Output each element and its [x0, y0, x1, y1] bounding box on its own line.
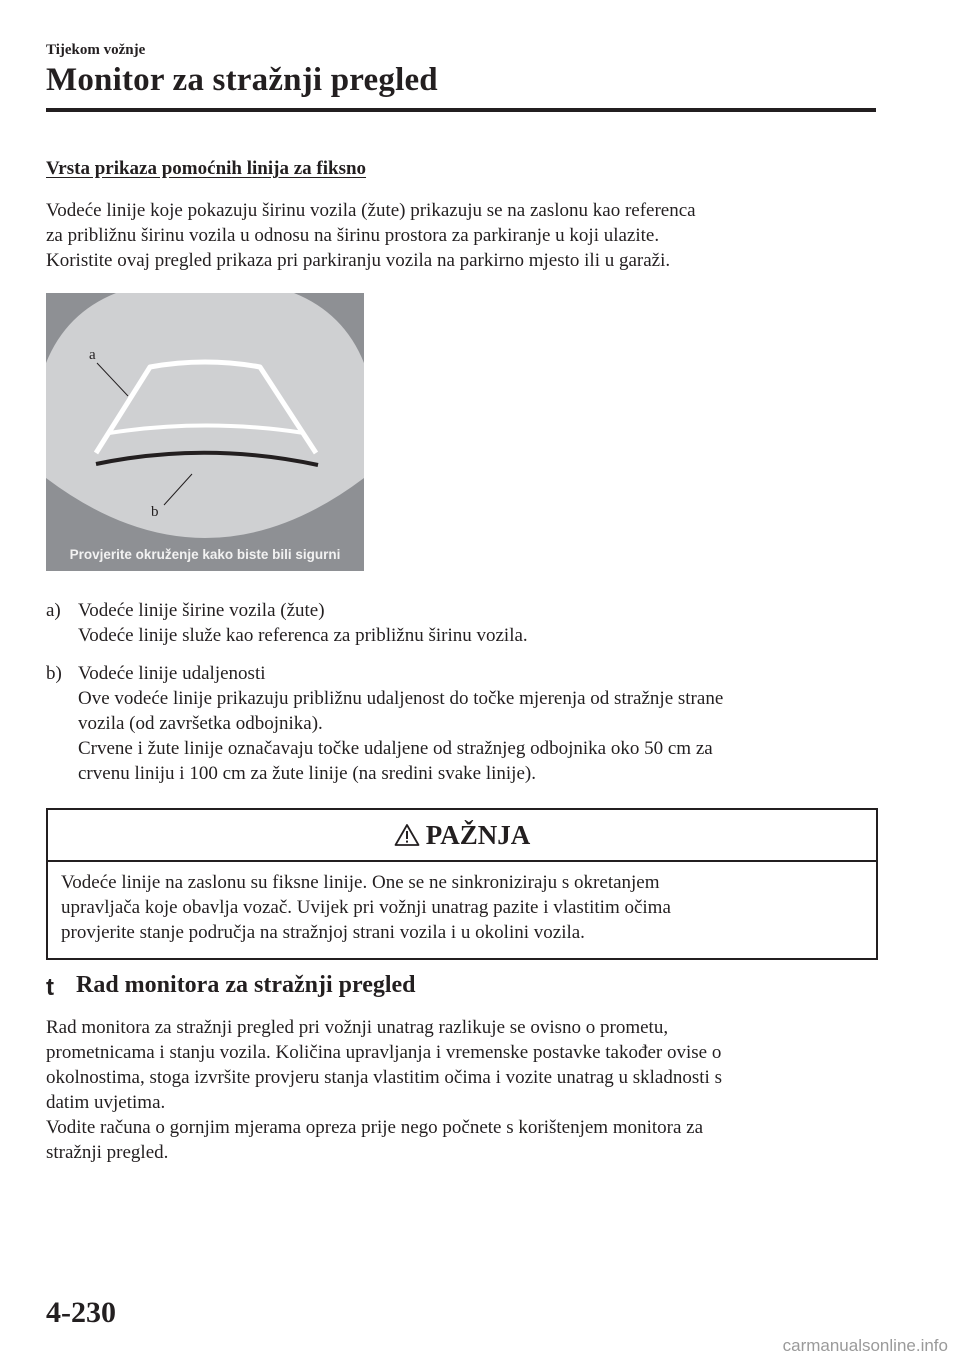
caution-text — [61, 870, 866, 945]
legend-text: Ove vodeće linije prikazuju približnu udaljenost do točke mjerenja od stražnje strane — [78, 688, 724, 709]
rear-view-figure — [46, 293, 364, 571]
subheading: Vrsta prikaza pomoćnih linija za fiksno — [46, 158, 367, 179]
intro-line: za približnu širinu vozila u odnosu na širinu prostora za parkiranje u koji ulazite. — [46, 225, 660, 246]
legend-mark: b) — [46, 663, 62, 684]
watermark: carmanualsonline.info — [782, 1336, 948, 1355]
section-heading: Rad monitora za stražnji pregled — [76, 972, 416, 998]
caution-line: Vodeće linije na zaslonu su fiksne linije. One se ne sinkroniziraju s okretanjem — [61, 872, 660, 893]
title-divider — [46, 108, 876, 112]
body-line: stražnji pregled. — [46, 1142, 169, 1163]
body-line: Rad monitora za stražnji pregled pri vožnji unatrag razlikuje se ovisno o prometu, — [46, 1017, 669, 1038]
legend-mark: a) — [46, 600, 61, 621]
rear-view-screen-illustration — [46, 293, 364, 571]
legend-item-a — [46, 598, 886, 648]
intro-line: Koristite ovaj pregled prikaza pri parkiranju vozila na parkirno mjesto ili u garaži. — [46, 250, 671, 271]
section-bullet: t — [46, 974, 54, 1001]
label-b: b — [151, 504, 159, 520]
legend-text: Vodeće linije služe kao referenca za približnu širinu vozila. — [78, 625, 528, 646]
caution-line: upravljača koje obavlja vozač. Uvijek pri vožnji unatrag pazite i vlastitim očima — [61, 897, 671, 918]
legend-title: Vodeće linije širine vozila (žute) — [78, 600, 325, 621]
caution-header — [48, 810, 876, 862]
warning-triangle-icon — [394, 823, 420, 847]
caution-line: provjerite stanje područja na stražnjoj strani vozila i u okolini vozila. — [61, 922, 585, 943]
caution-title: PAŽNJA — [425, 819, 531, 850]
body-line: okolnostima, stoga izvršite provjeru stanja vlastitim očima i vozite unatrag u skladnosti s — [46, 1067, 722, 1088]
legend-text: Crvene i žute linije označavaju točke udaljene od stražnjeg odbojnika oko 50 cm za — [78, 738, 713, 759]
safety-banner: Provjerite okruženje kako biste bili sigurni — [69, 547, 341, 562]
page-title: Monitor za stražnji pregled — [46, 62, 438, 98]
section-label: Tijekom vožnje — [46, 42, 146, 58]
body-line: datim uvjetima. — [46, 1092, 166, 1113]
caution-box — [46, 808, 878, 960]
page-number: 4-230 — [46, 1296, 116, 1329]
legend-text: crvenu liniju i 100 cm za žute linije (na sredini svake linije). — [78, 763, 536, 784]
section-body — [46, 1015, 886, 1165]
legend-item-b — [46, 661, 886, 786]
body-line: Vodite računa o gornjim mjerama opreza prije nego počnete s korištenjem monitora za — [46, 1117, 704, 1138]
legend-title: Vodeće linije udaljenosti — [78, 663, 266, 684]
legend-text: vozila (od završetka odbojnika). — [78, 713, 323, 734]
body-line: prometnicama i stanju vozila. Količina upravljanja i vremenske postavke također ovise o — [46, 1042, 722, 1063]
intro-paragraph — [46, 198, 886, 273]
intro-line: Vodeće linije koje pokazuju širinu vozila (žute) prikazuju se na zaslonu kao referenca — [46, 200, 696, 221]
label-a: a — [89, 347, 96, 363]
